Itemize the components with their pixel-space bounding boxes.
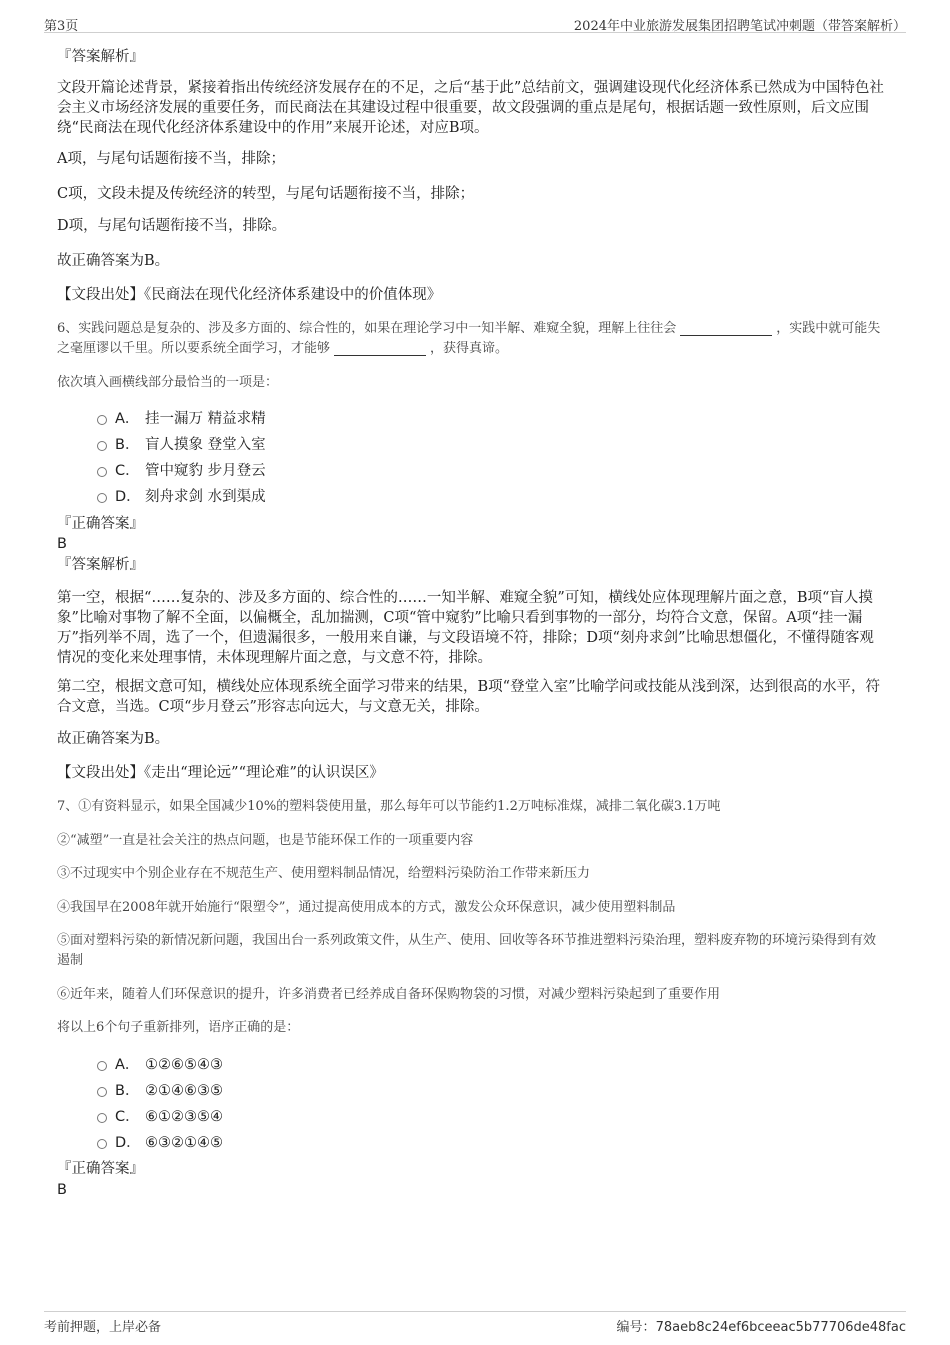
q6-stem-part2: ，实践中就可能失之毫厘谬以千里。所以要系统全面学习，才能够	[57, 321, 881, 356]
page-number: 第3页	[44, 19, 79, 34]
q6-stem	[57, 319, 887, 359]
q5-analysis-option-a: A项，与尾句话题衔接不当，排除；	[57, 151, 285, 167]
footer-code-label: 编号：	[616, 1320, 656, 1335]
blank-line	[680, 321, 772, 336]
q7-prompt: 将以上6个句子重新排列，语序正确的是：	[57, 1020, 300, 1035]
option-letter: C．	[115, 1109, 140, 1125]
q6-stem-part1: 6、实践问题总是复杂的、涉及多方面的、综合性的，如果在理论学习中一知半解、难窥全貌，理解上往往会	[57, 321, 677, 336]
footer-code	[617, 1316, 906, 1335]
q6-analysis-paragraph-1: 第一空，根据“……复杂的、涉及多方面的、综合性的……一知半解、难窥全貌”可知，横线处应体现理解片面之意，B项“盲人摸象”比喻对事物了解不全面，以偏概全，乱加揣测，C项“管中窥豹”比喻只看到事物的一部分，均符合文意，保留。A项“挂一漏万”指列举不周，选了一个，但遗漏很多，一般用来自谦，与文段语境不符，排除；D项“刻舟求剑”比喻思想僵化，不懂得随客观情况的变化来处理事情，未体现理解片面之意，与文意不符，排除。	[57, 590, 874, 666]
q7-option-a[interactable]	[97, 1055, 223, 1075]
option-letter: A．	[115, 411, 140, 427]
q6-answer-label: 『正确答案』	[57, 516, 144, 532]
q7-option-c[interactable]	[97, 1107, 223, 1127]
option-letter: B．	[115, 437, 140, 453]
q6-analysis-label: 『答案解析』	[57, 557, 144, 573]
q7-answer-label: 『正确答案』	[57, 1161, 144, 1177]
q6-option-a[interactable]	[97, 409, 266, 429]
q7-sentence-1: 7、①有资料显示，如果全国减少10%的塑料袋使用量，那么每年可以节能约1.2万吨标准煤，减排二氧化碳3.1万吨	[57, 799, 721, 814]
option-text: 挂一漏万 精益求精	[145, 411, 266, 427]
radio-icon[interactable]	[97, 493, 107, 503]
q6-source: 【文段出处】《走出“理论远”“理论难”的认识误区》	[57, 765, 384, 781]
q6-analysis-paragraph-2: 第二空，根据文意可知，横线处应体现系统全面学习带来的结果，B项“登堂入室”比喻学问或技能从浅到深，达到很高的水平，符合文意，当选。C项“步月登云”形容志向远大，与文意无关，排除。	[57, 679, 880, 715]
q6-prompt: 依次填入画横线部分最恰当的一项是：	[57, 375, 279, 390]
q7-sentence-5: ⑤面对塑料污染的新情况新问题，我国出台一系列政策文件，从生产、使用、回收等各环节推进塑料污染治理，塑料废弃物的环境污染得到有效遏制	[57, 933, 877, 968]
q5-conclusion: 故正确答案为B。	[57, 253, 170, 269]
q7-sentence-3: ③不过现实中个别企业存在不规范生产、使用塑料制品情况，给塑料污染防治工作带来新压力	[57, 866, 591, 881]
option-text: ⑥①②③⑤④	[145, 1109, 223, 1125]
q7-sentence-4: ④我国早在2008年就开始施行“限塑令”，通过提高使用成本的方式，激发公众环保意识，减少使用塑料制品	[57, 900, 676, 915]
radio-icon[interactable]	[97, 415, 107, 425]
radio-icon[interactable]	[97, 1113, 107, 1123]
blank-line	[334, 341, 426, 356]
q7-option-d[interactable]	[97, 1133, 223, 1153]
q6-option-d[interactable]	[97, 487, 266, 507]
q6-stem-part3: ，获得真谛。	[430, 341, 509, 356]
option-text: ①②⑥⑤④③	[145, 1057, 223, 1073]
q7-sentence-2: ②“减塑”一直是社会关注的热点问题，也是节能环保工作的一项重要内容	[57, 833, 474, 848]
q5-analysis-option-d: D项，与尾句话题衔接不当，排除。	[57, 218, 287, 234]
option-text: ⑥③②①④⑤	[145, 1135, 223, 1151]
radio-icon[interactable]	[97, 1087, 107, 1097]
q7-answer: B	[57, 1182, 67, 1198]
radio-icon[interactable]	[97, 467, 107, 477]
option-letter: C．	[115, 463, 140, 479]
option-text: 管中窥豹 步月登云	[145, 463, 266, 479]
page-header	[44, 12, 906, 33]
q6-option-b[interactable]	[97, 435, 266, 455]
radio-icon[interactable]	[97, 441, 107, 451]
q6-answer: B	[57, 536, 67, 552]
q5-analysis-label: 『答案解析』	[57, 49, 144, 65]
q5-analysis-option-c: C项，文段未提及传统经济的转型，与尾句话题衔接不当，排除；	[57, 186, 475, 202]
option-letter: B．	[115, 1083, 140, 1099]
q7-option-b[interactable]	[97, 1081, 223, 1101]
q5-source: 【文段出处】《民商法在现代化经济体系建设中的价值体现》	[57, 287, 442, 303]
option-text: ②①④⑥③⑤	[145, 1083, 223, 1099]
q5-analysis-paragraph: 文段开篇论述背景，紧接着指出传统经济发展存在的不足，之后“基于此”总结前文，强调建设现代化经济体系已然成为中国特色社会主义市场经济发展的重要任务，而民商法在其建设过程中很重要，故文段强调的重点是尾句，根据话题一致性原则，后文应围绕“民商法在现代化经济体系建设中的作用”来展开论述，对应B项。	[57, 80, 884, 136]
radio-icon[interactable]	[97, 1139, 107, 1149]
q6-conclusion: 故正确答案为B。	[57, 731, 170, 747]
footer-code-value: 78aeb8c24ef6bceeac5b77706de48fac	[655, 1320, 906, 1335]
option-letter: A．	[115, 1057, 140, 1073]
q7-sentence-6: ⑥近年来，随着人们环保意识的提升，许多消费者已经养成自备环保购物袋的习惯，对减少塑料污染起到了重要作用	[57, 987, 721, 1002]
option-text: 刻舟求剑 水到渠成	[145, 489, 266, 505]
option-text: 盲人摸象 登堂入室	[145, 437, 266, 453]
document-title: 2024年中业旅游发展集团招聘笔试冲刺题（带答案解析）	[573, 19, 906, 34]
option-letter: D．	[115, 489, 141, 505]
q6-option-c[interactable]	[97, 461, 266, 481]
page-footer	[44, 1311, 906, 1335]
option-letter: D．	[115, 1135, 141, 1151]
footer-slogan: 考前押题，上岸必备	[44, 1320, 162, 1335]
radio-icon[interactable]	[97, 1061, 107, 1071]
